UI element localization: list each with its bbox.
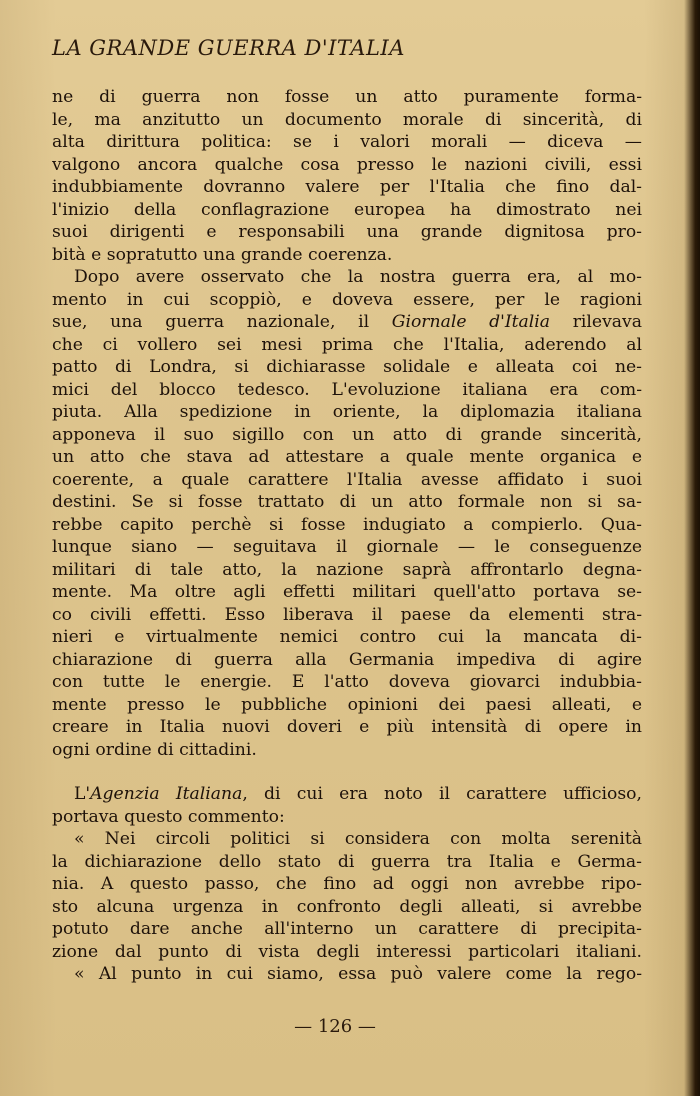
text-line: « Al punto in cui siamo, essa può valere come la rego- bbox=[74, 964, 642, 984]
text-line: militari di tale atto, la nazione saprà affrontarlo degna- bbox=[52, 559, 642, 580]
paragraph-1 bbox=[52, 86, 642, 266]
text-line: creare in Italia nuovi doveri e più intensità di opere in bbox=[52, 717, 642, 737]
text-line: zione dal punto di vista degli interessi particolari italiani. bbox=[52, 941, 642, 962]
text-line: nia. A questo passo, che fino ad oggi non avrebbe ripo- bbox=[52, 874, 642, 894]
book-spine-shadow bbox=[684, 0, 700, 1096]
text-line: coerente, a quale carattere l'Italia avesse affidato i suoi bbox=[52, 469, 642, 490]
text-line: sto alcuna urgenza in confronto degli alleati, si avrebbe bbox=[52, 896, 642, 917]
text-line: co civili effetti. Esso liberava il paese da elementi stra- bbox=[52, 604, 642, 625]
paragraph-5 bbox=[52, 963, 642, 986]
paragraph-2 bbox=[52, 266, 642, 761]
paragraph-gap bbox=[52, 761, 642, 783]
text-line: l'inizio della conflagrazione europea ha dimostrato nei bbox=[52, 199, 642, 220]
text-line: Dopo avere osservato che la nostra guerra era, al mo- bbox=[74, 267, 642, 287]
text-line: mente. Ma oltre agli effetti militari quell'atto portava se- bbox=[52, 582, 642, 602]
text-line: apponeva il suo sigillo con un atto di grande sincerità, bbox=[52, 424, 642, 445]
page-number: — 126 — bbox=[294, 1016, 376, 1037]
text-line: potuto dare anche all'interno un carattere di precipita- bbox=[52, 919, 642, 939]
text-line: piuta. Alla spedizione in oriente, la diplomazia italiana bbox=[52, 402, 642, 422]
body-text bbox=[52, 86, 642, 986]
text-line: « Nei circoli politici si considera con molta serenità bbox=[74, 829, 642, 849]
running-head: LA GRANDE GUERRA D'ITALIA bbox=[52, 36, 405, 60]
text-line: indubbiamente dovranno valere per l'Italia che fino dal- bbox=[52, 177, 642, 197]
text-line: ogni ordine di cittadini. bbox=[52, 739, 257, 760]
text-line: chiarazione di guerra alla Germania impediva di agire bbox=[52, 649, 642, 670]
text-line: ne di guerra non fosse un atto puramente forma- bbox=[52, 87, 642, 107]
text-line: le, ma anzitutto un documento morale di sincerità, di bbox=[52, 109, 642, 130]
text-line: sue, una guerra nazionale, il Giornale d'Italia rilevava bbox=[52, 312, 642, 332]
text-line: rebbe capito perchè si fosse indugiato a compierlo. Qua- bbox=[52, 514, 642, 535]
text-line: che ci vollero sei mesi prima che l'Italia, aderendo al bbox=[52, 334, 642, 355]
text-line: mente presso le pubbliche opinioni dei paesi alleati, e bbox=[52, 694, 642, 715]
text-line: la dichiarazione dello stato di guerra tra Italia e Germa- bbox=[52, 851, 642, 872]
text-line: destini. Se si fosse trattato di un atto formale non si sa- bbox=[52, 492, 642, 512]
text-line: portava questo commento: bbox=[52, 806, 285, 827]
text-line: bità e sopratutto una grande coerenza. bbox=[52, 244, 393, 265]
text-line: valgono ancora qualche cosa presso le nazioni civili, essi bbox=[52, 154, 642, 175]
text-line: suoi dirigenti e responsabili una grande dignitosa pro- bbox=[52, 222, 642, 242]
text-line: alta dirittura politica: se i valori morali — diceva — bbox=[52, 132, 642, 152]
paragraph-3 bbox=[52, 783, 642, 828]
text-line: L'Agenzia Italiana, di cui era noto il carattere ufficioso, bbox=[74, 784, 642, 804]
text-line: nieri e virtualmente nemici contro cui la mancata di- bbox=[52, 627, 642, 647]
text-line: un atto che stava ad attestare a quale mente organica e bbox=[52, 447, 642, 467]
paragraph-4 bbox=[52, 828, 642, 963]
text-line: lunque siano — seguitava il giornale — le conseguenze bbox=[52, 537, 642, 557]
text-line: mici del blocco tedesco. L'evoluzione italiana era com- bbox=[52, 379, 642, 400]
text-line: con tutte le energie. E l'atto doveva giovarci indubbia- bbox=[52, 672, 642, 692]
text-line: mento in cui scoppiò, e doveva essere, per le ragioni bbox=[52, 289, 642, 310]
text-line: patto di Londra, si dichiarasse solidale e alleata coi ne- bbox=[52, 357, 642, 377]
